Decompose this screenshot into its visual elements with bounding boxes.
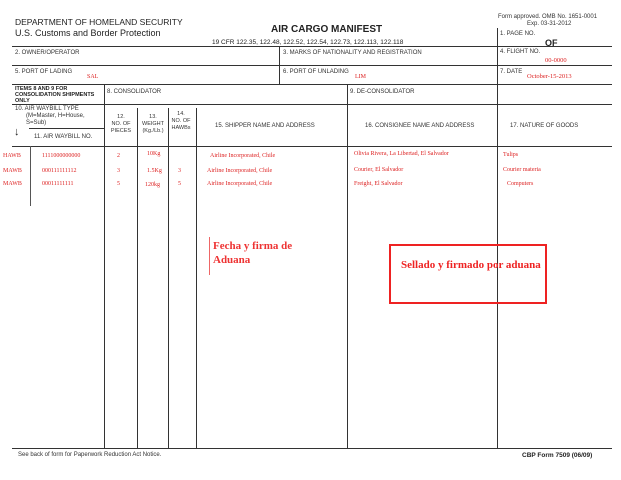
form-approved: Form approved. OMB No. 1651-0001	[498, 14, 598, 20]
awb-no-label: 11. AIR WAYBILL NO.	[34, 134, 93, 140]
rule	[30, 146, 31, 206]
rule	[104, 84, 105, 104]
lading-label: 5. PORT OF LADING	[15, 69, 73, 75]
footer-notice: See back of form for Paperwork Reduction Act Notice.	[18, 452, 162, 458]
row-hawbs[interactable]: 3	[178, 168, 181, 174]
page-no-label: 1. PAGE NO.	[500, 31, 536, 37]
footer-form-number: CBP Form 7509 (06/09)	[522, 452, 593, 459]
sealed-annotation	[389, 244, 547, 304]
pieces-num: 12.	[117, 114, 125, 120]
rule	[12, 146, 612, 147]
row-shipper[interactable]: Airline Incorporated, Chile	[207, 181, 273, 187]
rule	[347, 104, 348, 448]
owner-label: 2. OWNER/OPERATOR	[15, 50, 80, 56]
rule	[196, 108, 197, 448]
rule	[12, 104, 612, 105]
rule	[137, 108, 138, 448]
row-weight[interactable]: 10Kg	[147, 151, 161, 157]
row-pieces[interactable]: 5	[117, 181, 120, 187]
row-nature[interactable]: Tulips	[503, 152, 519, 158]
weight-label: WEIGHT (Kg./Lb.)	[142, 121, 164, 134]
rule	[104, 104, 105, 448]
waybill-type-desc: (M=Master, H=House, S=Sub)	[26, 113, 85, 126]
cfr-reference: 19 CFR 122.35, 122.48, 122.52, 122.54, 122.73, 122.113, 122.118	[212, 39, 404, 46]
date-value[interactable]: October-15-2013	[527, 73, 572, 80]
unlading-value[interactable]: LIM	[355, 74, 366, 80]
row-consignee[interactable]: Courier, El Salvador	[354, 167, 404, 173]
unlading-label: 6. PORT OF UNLADING	[283, 69, 349, 75]
row-nature[interactable]: Computers	[507, 181, 534, 187]
row-consignee[interactable]: Olivia Rivera, La Libertad, El Salvador	[354, 151, 449, 157]
hawbs-label: NO. OF HAWBs	[171, 118, 191, 131]
row-shipper[interactable]: Airline Incorporated, Chile	[207, 168, 273, 174]
page-no-value[interactable]: OF	[545, 38, 558, 48]
pieces-label: NO. OF PIECES	[110, 121, 132, 134]
rule	[12, 448, 612, 449]
flight-no-value[interactable]: 00-0000	[545, 57, 567, 64]
consolidation-note: ITEMS 8 AND 9 FOR CONSOLIDATION SHIPMENTS ONLY	[15, 86, 95, 104]
weight-num: 13.	[149, 114, 157, 120]
row-hawbs[interactable]: 5	[178, 181, 181, 187]
row-type[interactable]: HAWB	[3, 153, 21, 159]
department-name: DEPARTMENT OF HOMELAND SECURITY	[15, 17, 183, 27]
rule	[347, 84, 348, 104]
sealed-text: Sellado y firmado por aduana	[401, 259, 541, 271]
lading-value[interactable]: SAL	[87, 74, 99, 80]
deconsolidator-label: 9. DE-CONSOLIDATOR	[350, 89, 415, 95]
row-shipper[interactable]: Airline Incorporated, Chile	[210, 153, 276, 159]
marks-label: 3. MARKS OF NATIONALITY AND REGISTRATION	[283, 50, 422, 56]
arrow-down-icon: ↓	[14, 126, 20, 138]
agency-name: U.S. Customs and Border Protection	[15, 28, 161, 38]
consignee-label: 16. CONSIGNEE NAME AND ADDRESS	[365, 123, 475, 129]
rule	[168, 108, 169, 448]
rule	[12, 46, 612, 47]
date-label: 7. DATE	[500, 69, 523, 75]
aduana-date-annotation	[209, 237, 330, 275]
row-nature[interactable]: Courier materia	[503, 167, 541, 173]
form-title: AIR CARGO MANIFEST	[271, 24, 383, 35]
rule	[12, 65, 612, 66]
form-expires: Exp. 03-31-2012	[527, 21, 572, 27]
aduana-date-text: Fecha y firma de Aduana	[213, 240, 293, 266]
row-pieces[interactable]: 3	[117, 168, 120, 174]
row-weight[interactable]: 120kg	[145, 182, 160, 188]
row-awb[interactable]: 1111000000000	[42, 153, 81, 159]
row-type[interactable]: MAWB	[3, 181, 22, 187]
rule	[29, 128, 104, 129]
row-awb[interactable]: 00011111111	[42, 181, 74, 187]
shipper-label: 15. SHIPPER NAME AND ADDRESS	[215, 123, 315, 129]
row-consignee[interactable]: Freight, El Salvador	[354, 181, 403, 187]
rule	[12, 84, 612, 85]
row-awb[interactable]: 000111111112	[42, 168, 77, 174]
row-type[interactable]: MAWB	[3, 168, 22, 174]
flight-no-label: 4. FLIGHT NO.	[500, 49, 541, 55]
row-pieces[interactable]: 2	[117, 153, 120, 159]
hawbs-num: 14.	[177, 111, 185, 117]
consolidator-label: 8. CONSOLIDATOR	[107, 89, 162, 95]
waybill-type-label: 10. AIR WAYBILL TYPE	[15, 106, 79, 112]
nature-label: 17. NATURE OF GOODS	[510, 123, 579, 129]
row-weight[interactable]: 1.5Kg	[147, 168, 162, 174]
